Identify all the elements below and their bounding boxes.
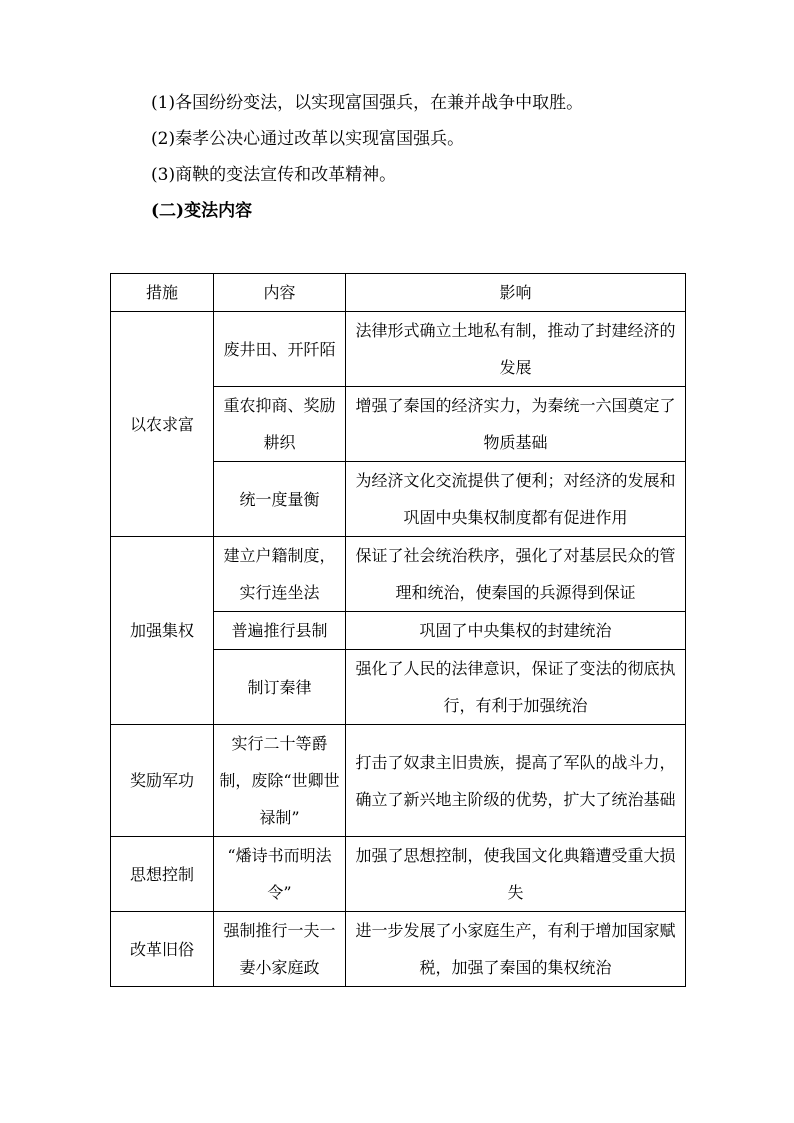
content-cell: 建立户籍制度，实行连坐法 [214,537,346,612]
content-cell: 强制推行一夫一妻小家庭政 [214,912,346,987]
intro-line-3: (3)商鞅的变法宣传和改革精神。 [151,165,397,185]
effect-cell: 加强了思想控制，使我国文化典籍遭受重大损失 [346,837,686,912]
intro-line-1: (1)各国纷纷变法，以实现富国强兵，在兼并战争中取胜。 [151,93,584,113]
effect-cell: 为经济文化交流提供了便利；对经济的发展和巩固中央集权制度都有促进作用 [346,462,686,537]
table-header-row [111,274,686,312]
table-row [111,837,686,912]
content-cell: 制订秦律 [214,650,346,725]
content-cell: 普遍推行县制 [214,612,346,650]
content-cell: 统一度量衡 [214,462,346,537]
header-content: 内容 [214,274,346,312]
measure-cell: 思想控制 [111,837,214,912]
effect-cell: 打击了奴隶主旧贵族，提高了军队的战斗力，确立了新兴地主阶级的优势，扩大了统治基础 [346,725,686,837]
content-cell: 实行二十等爵制，废除“世卿世禄制” [214,725,346,837]
header-measure: 措施 [111,274,214,312]
content-cell: “燔诗书而明法令” [214,837,346,912]
measure-cell: 加强集权 [111,537,214,725]
effect-cell: 巩固了中央集权的封建统治 [346,612,686,650]
reform-table [110,273,686,987]
intro-line-2: (2)秦孝公决心通过改革以实现富国强兵。 [151,129,465,149]
table-row [111,312,686,387]
section-title: (二)变法内容 [151,201,253,221]
measure-cell: 改革旧俗 [111,912,214,987]
effect-cell: 保证了社会统治秩序，强化了对基层民众的管理和统治，使秦国的兵源得到保证 [346,537,686,612]
content-cell: 废井田、开阡陌 [214,312,346,387]
intro-section [151,94,751,238]
measure-cell: 以农求富 [111,312,214,537]
table-row [111,537,686,612]
table-row [111,912,686,987]
header-effect: 影响 [346,274,686,312]
effect-cell: 法律形式确立土地私有制，推动了封建经济的发展 [346,312,686,387]
table-row [111,725,686,837]
effect-cell: 强化了人民的法律意识，保证了变法的彻底执行，有利于加强统治 [346,650,686,725]
effect-cell: 增强了秦国的经济实力，为秦统一六国奠定了物质基础 [346,387,686,462]
content-cell: 重农抑商、奖励耕织 [214,387,346,462]
measure-cell: 奖励军功 [111,725,214,837]
effect-cell: 进一步发展了小家庭生产，有利于增加国家赋税，加强了秦国的集权统治 [346,912,686,987]
